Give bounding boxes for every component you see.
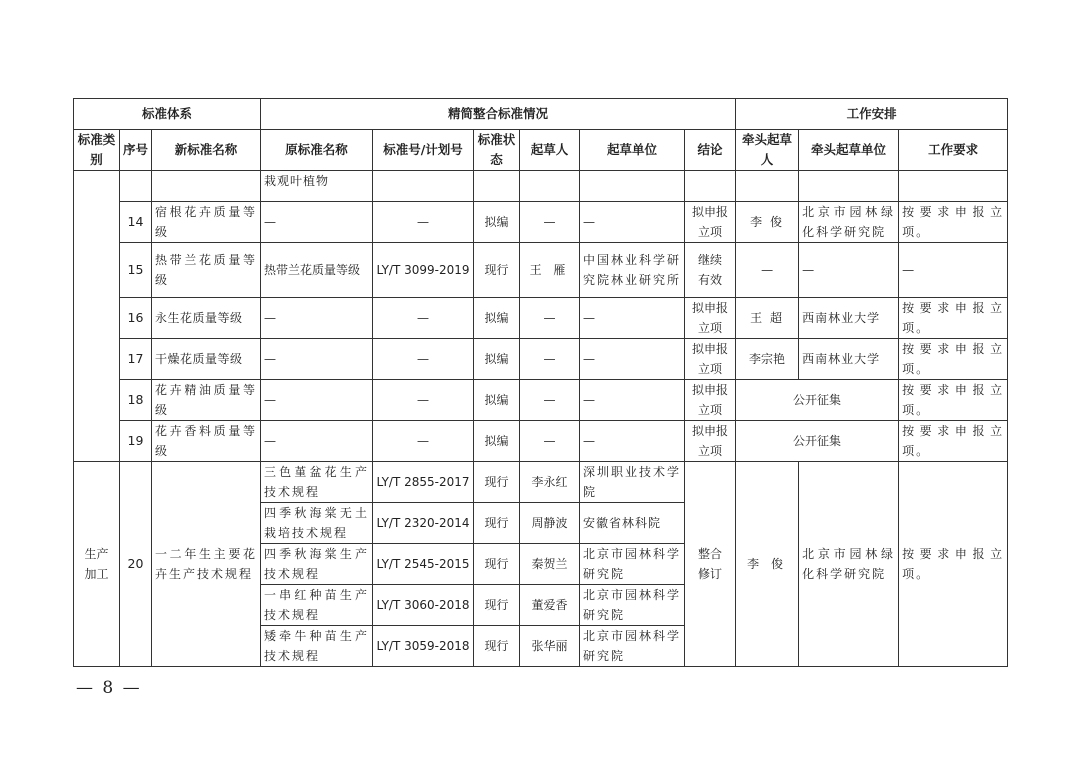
orig-name-cell: 矮牵牛种苗生产技术规程 xyxy=(261,626,373,667)
unit-cell: — xyxy=(580,380,685,421)
new-name-cell: 永生花质量等级 xyxy=(152,298,261,339)
table-row xyxy=(74,243,1008,298)
unit-cell: — xyxy=(580,298,685,339)
status-cell: 拟编 xyxy=(474,380,520,421)
header-work-arrangement: 工作安排 xyxy=(736,99,1008,130)
col-lead-unit: 牵头起草单位 xyxy=(799,130,899,171)
col-orig-name: 原标准名称 xyxy=(261,130,373,171)
lead-unit-cell: 北京市园林绿化科学研究院 xyxy=(799,202,899,243)
new-name-cell: 宿根花卉质量等级 xyxy=(152,202,261,243)
unit-cell: 北京市园林科学研究院 xyxy=(580,626,685,667)
status-cell: 拟编 xyxy=(474,202,520,243)
code-cell: — xyxy=(373,339,474,380)
col-lead-drafter: 牵头起草人 xyxy=(736,130,799,171)
orig-name-cell: 三色堇盆花生产技术规程 xyxy=(261,462,373,503)
drafter-cell: 王 雁 xyxy=(520,243,580,298)
seq-cell: 20 xyxy=(120,462,152,667)
table-row xyxy=(74,380,1008,421)
unit-cell: 安徽省林科院 xyxy=(580,503,685,544)
orig-name-cell: — xyxy=(261,421,373,462)
header-standard-system: 标准体系 xyxy=(74,99,261,130)
conclusion-cell: 拟申报立项 xyxy=(685,421,736,462)
drafter-cell: 秦贺兰 xyxy=(520,544,580,585)
seq-cell: 16 xyxy=(120,298,152,339)
requirement-cell: 按要求申报立项。 xyxy=(899,339,1008,380)
code-cell: LY/T 2545-2015 xyxy=(373,544,474,585)
standards-table xyxy=(73,98,1008,667)
code-cell: LY/T 2320-2014 xyxy=(373,503,474,544)
col-status: 标准状态 xyxy=(474,130,520,171)
col-unit: 起草单位 xyxy=(580,130,685,171)
col-requirement: 工作要求 xyxy=(899,130,1008,171)
table-row xyxy=(74,171,1008,202)
status-cell: 现行 xyxy=(474,626,520,667)
orig-name-cell: 栽观叶植物 xyxy=(261,171,373,202)
table-row xyxy=(74,298,1008,339)
lead-drafter-cell: — xyxy=(736,243,799,298)
conclusion-cell: 拟申报立项 xyxy=(685,202,736,243)
orig-name-cell: 热带兰花质量等级 xyxy=(261,243,373,298)
orig-name-cell: 一串红种苗生产技术规程 xyxy=(261,585,373,626)
code-cell: — xyxy=(373,380,474,421)
unit-cell: — xyxy=(580,421,685,462)
seq-cell: 17 xyxy=(120,339,152,380)
status-cell: 现行 xyxy=(474,243,520,298)
drafter-cell: 李永红 xyxy=(520,462,580,503)
header-streamline-status: 精简整合标准情况 xyxy=(261,99,736,130)
code-cell: LY/T 3060-2018 xyxy=(373,585,474,626)
drafter-cell: 周静波 xyxy=(520,503,580,544)
col-new-name: 新标准名称 xyxy=(152,130,261,171)
orig-name-cell: 四季秋海棠生产技术规程 xyxy=(261,544,373,585)
new-name-cell: 花卉香料质量等级 xyxy=(152,421,261,462)
orig-name-cell: 四季秋海棠无土栽培技术规程 xyxy=(261,503,373,544)
status-cell: 现行 xyxy=(474,503,520,544)
category-cell: 生产加工 xyxy=(74,462,120,667)
new-name-cell: 花卉精油质量等级 xyxy=(152,380,261,421)
open-collection-cell: 公开征集 xyxy=(736,380,899,421)
lead-drafter-cell: 李 俊 xyxy=(736,462,799,667)
col-seq: 序号 xyxy=(120,130,152,171)
orig-name-cell: — xyxy=(261,298,373,339)
code-cell: — xyxy=(373,202,474,243)
conclusion-cell: 拟申报立项 xyxy=(685,339,736,380)
lead-unit-cell: 西南林业大学 xyxy=(799,339,899,380)
table-row xyxy=(74,462,1008,503)
lead-unit-cell: 北京市园林绿化科学研究院 xyxy=(799,462,899,667)
col-drafter: 起草人 xyxy=(520,130,580,171)
conclusion-cell: 拟申报立项 xyxy=(685,380,736,421)
seq-cell: 14 xyxy=(120,202,152,243)
page-number: — 8 — xyxy=(76,678,142,698)
category-cell-blank xyxy=(74,171,120,462)
unit-cell: 北京市园林科学研究院 xyxy=(580,544,685,585)
open-collection-cell: 公开征集 xyxy=(736,421,899,462)
status-cell: 现行 xyxy=(474,462,520,503)
code-cell: — xyxy=(373,421,474,462)
col-conclusion: 结论 xyxy=(685,130,736,171)
unit-cell: — xyxy=(580,202,685,243)
code-cell: — xyxy=(373,298,474,339)
seq-cell: 18 xyxy=(120,380,152,421)
status-cell: 拟编 xyxy=(474,339,520,380)
conclusion-cell: 整合修订 xyxy=(685,462,736,667)
drafter-cell: 董爱香 xyxy=(520,585,580,626)
col-category: 标准类别 xyxy=(74,130,120,171)
orig-name-cell: — xyxy=(261,339,373,380)
requirement-cell: 按要求申报立项。 xyxy=(899,421,1008,462)
requirement-cell: 按要求申报立项。 xyxy=(899,462,1008,667)
conclusion-cell: 继续有效 xyxy=(685,243,736,298)
status-cell: 现行 xyxy=(474,544,520,585)
requirement-cell: — xyxy=(899,243,1008,298)
unit-cell: 中国林业科学研究院林业研究所 xyxy=(580,243,685,298)
new-name-cell: 热带兰花质量等级 xyxy=(152,243,261,298)
code-cell: LY/T 3059-2018 xyxy=(373,626,474,667)
code-cell: LY/T 2855-2017 xyxy=(373,462,474,503)
requirement-cell: 按要求申报立项。 xyxy=(899,380,1008,421)
lead-drafter-cell: 李宗艳 xyxy=(736,339,799,380)
requirement-cell: 按要求申报立项。 xyxy=(899,298,1008,339)
seq-cell: 19 xyxy=(120,421,152,462)
seq-cell: 15 xyxy=(120,243,152,298)
requirement-cell: 按要求申报立项。 xyxy=(899,202,1008,243)
orig-name-cell: — xyxy=(261,380,373,421)
orig-name-cell: — xyxy=(261,202,373,243)
new-name-cell: 干燥花质量等级 xyxy=(152,339,261,380)
unit-cell: 北京市园林科学研究院 xyxy=(580,585,685,626)
drafter-cell: — xyxy=(520,380,580,421)
lead-unit-cell: — xyxy=(799,243,899,298)
drafter-cell: — xyxy=(520,202,580,243)
status-cell: 现行 xyxy=(474,585,520,626)
drafter-cell: 张华丽 xyxy=(520,626,580,667)
table-row xyxy=(74,202,1008,243)
lead-drafter-cell: 王 超 xyxy=(736,298,799,339)
header-group-row xyxy=(74,99,1008,130)
drafter-cell: — xyxy=(520,298,580,339)
table-row xyxy=(74,339,1008,380)
unit-cell: 深圳职业技术学院 xyxy=(580,462,685,503)
drafter-cell: — xyxy=(520,339,580,380)
lead-drafter-cell: 李 俊 xyxy=(736,202,799,243)
code-cell: LY/T 3099-2019 xyxy=(373,243,474,298)
drafter-cell: — xyxy=(520,421,580,462)
col-code: 标准号/计划号 xyxy=(373,130,474,171)
status-cell: 拟编 xyxy=(474,421,520,462)
conclusion-cell: 拟申报立项 xyxy=(685,298,736,339)
status-cell: 拟编 xyxy=(474,298,520,339)
table-row xyxy=(74,421,1008,462)
new-name-cell: 一二年生主要花卉生产技术规程 xyxy=(152,462,261,667)
unit-cell: — xyxy=(580,339,685,380)
lead-unit-cell: 西南林业大学 xyxy=(799,298,899,339)
header-column-row xyxy=(74,130,1008,171)
